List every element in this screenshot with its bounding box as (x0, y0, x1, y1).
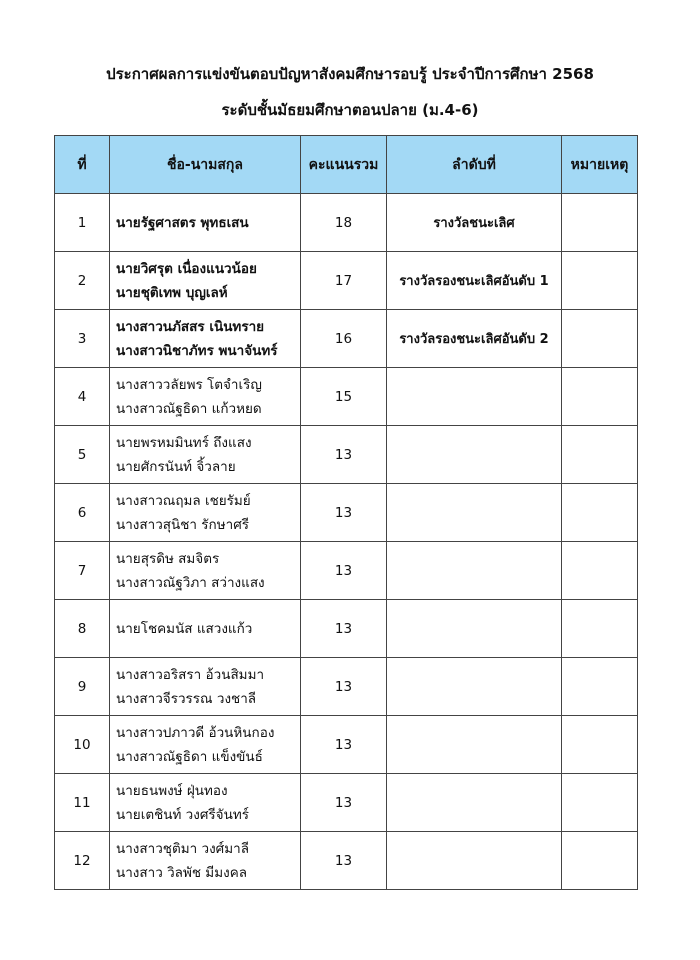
row-score: 17 (301, 252, 387, 310)
name-line-1: นางสาวนภัสสร เนินทราย (116, 318, 265, 335)
row-score: 13 (301, 600, 387, 658)
table-header-row (55, 136, 638, 194)
row-number: 2 (55, 252, 110, 310)
row-names (110, 194, 301, 252)
name-line-2: นางสาวสุนิชา รักษาศรี (116, 516, 250, 533)
page-subtitle: ระดับชั้นมัธยมศึกษาตอนปลาย (ม.4-6) (221, 101, 479, 119)
row-note (562, 832, 638, 890)
row-names (110, 600, 301, 658)
table-row (55, 600, 638, 658)
name-line-2: นางสาวณัฐธิดา แก้วหยด (116, 400, 262, 417)
name-line-1: นางสาวณฤมล เชยรัมย์ (116, 492, 251, 509)
table-row (55, 832, 638, 890)
row-note (562, 368, 638, 426)
row-rank (387, 368, 562, 426)
name-line-2: นางสาวจีรวรรณ วงชาลี (116, 690, 257, 707)
table-row (55, 426, 638, 484)
table-row (55, 542, 638, 600)
row-score: 13 (301, 774, 387, 832)
name-line-1: นายวิศรุต เนื่องแนวน้อย (116, 260, 257, 277)
row-rank (387, 658, 562, 716)
results-table (54, 135, 638, 890)
name-line-1: นายธนพงษ์ ฝุ่นทอง (116, 782, 228, 799)
header-score: คะแนนรวม (301, 136, 387, 194)
row-note (562, 310, 638, 368)
row-rank (387, 426, 562, 484)
row-names (110, 658, 301, 716)
row-score: 13 (301, 484, 387, 542)
row-number: 3 (55, 310, 110, 368)
row-number: 8 (55, 600, 110, 658)
row-rank: รางวัลรองชนะเลิศอันดับ 2 (387, 310, 562, 368)
name-line-2: นางสาว วิลพัช มีมงคล (116, 864, 247, 881)
row-names (110, 426, 301, 484)
row-rank (387, 484, 562, 542)
row-score: 13 (301, 658, 387, 716)
table-row (55, 252, 638, 310)
row-number: 5 (55, 426, 110, 484)
row-score: 15 (301, 368, 387, 426)
row-number: 7 (55, 542, 110, 600)
row-rank (387, 542, 562, 600)
row-note (562, 600, 638, 658)
row-note (562, 658, 638, 716)
row-rank (387, 832, 562, 890)
row-names (110, 310, 301, 368)
row-rank (387, 774, 562, 832)
name-line-2: นางสาวนิชาภัทร พนาจันทร์ (116, 342, 278, 359)
name-line-1: นางสาวอริสรา อ้วนสิมมา (116, 666, 265, 683)
row-number: 1 (55, 194, 110, 252)
row-number: 9 (55, 658, 110, 716)
row-names (110, 368, 301, 426)
name-line-1: นายโชคมนัส แสวงแก้ว (116, 620, 253, 637)
row-names (110, 774, 301, 832)
row-score: 13 (301, 832, 387, 890)
row-note (562, 484, 638, 542)
row-number: 12 (55, 832, 110, 890)
name-line-1: นายพรหมมินทร์ ถึงแสง (116, 434, 252, 451)
row-rank: รางวัลรองชนะเลิศอันดับ 1 (387, 252, 562, 310)
table-row (55, 368, 638, 426)
row-rank (387, 600, 562, 658)
row-score: 13 (301, 716, 387, 774)
row-score: 16 (301, 310, 387, 368)
name-line-2: นายเตชินท์ วงศรีจันทร์ (116, 806, 249, 823)
row-names (110, 252, 301, 310)
name-line-2: นางสาวณัฐวิภา สว่างแสง (116, 574, 265, 591)
name-line-1: นายสุรดิษ สมจิตร (116, 550, 220, 567)
row-number: 10 (55, 716, 110, 774)
row-note (562, 252, 638, 310)
row-score: 13 (301, 426, 387, 484)
header-rank: ลำดับที่ (387, 136, 562, 194)
row-score: 13 (301, 542, 387, 600)
table-row (55, 716, 638, 774)
table-row (55, 484, 638, 542)
row-rank (387, 716, 562, 774)
row-note (562, 426, 638, 484)
row-score: 18 (301, 194, 387, 252)
row-note (562, 542, 638, 600)
name-line-2: นายศักรนันท์ จิ้วลาย (116, 458, 236, 475)
row-number: 4 (55, 368, 110, 426)
header-name: ชื่อ-นามสกุล (110, 136, 301, 194)
row-names (110, 716, 301, 774)
name-line-1: นางสาวปภาวดี อ้วนหินกอง (116, 724, 275, 741)
header-no: ที่ (55, 136, 110, 194)
row-note (562, 716, 638, 774)
name-line-2: นางสาวณัฐธิดา แข็งขันธ์ (116, 748, 263, 765)
table-row (55, 194, 638, 252)
row-note (562, 774, 638, 832)
name-line-1: นางสาววลัยพร โตจำเริญ (116, 376, 262, 393)
row-names (110, 542, 301, 600)
table-row (55, 774, 638, 832)
name-line-2: นายชุติเทพ บุญเลห์ (116, 284, 228, 301)
row-number: 6 (55, 484, 110, 542)
name-line-1: นางสาวชุติมา วงศ์มาลี (116, 840, 249, 857)
row-note (562, 194, 638, 252)
table-row (55, 310, 638, 368)
header-note: หมายเหตุ (562, 136, 638, 194)
row-names (110, 484, 301, 542)
table-row (55, 658, 638, 716)
row-rank: รางวัลชนะเลิศ (387, 194, 562, 252)
name-line-1: นายรัฐศาสตร พุทธเสน (116, 214, 249, 231)
row-names (110, 832, 301, 890)
page-title: ประกาศผลการแข่งขันตอบปัญหาสังคมศึกษารอบรู้ ประจำปีการศึกษา 2568 (106, 65, 594, 83)
row-number: 11 (55, 774, 110, 832)
